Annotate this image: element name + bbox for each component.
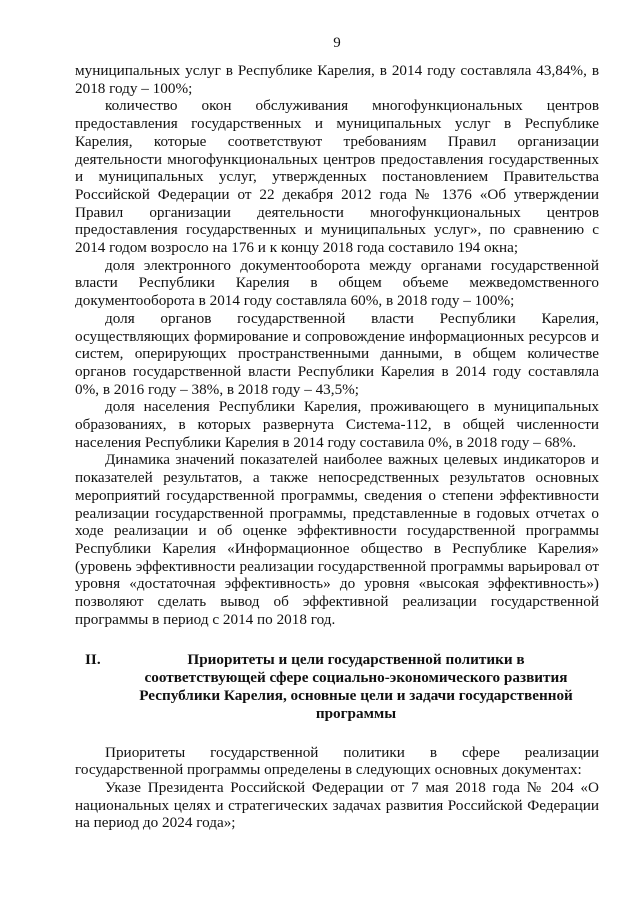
paragraph: муниципальных услуг в Республике Карелия, в 2014 году составляла 43,84%, в 2018 году – 100%; — [75, 62, 599, 97]
paragraph: количество окон обслуживания многофункциональных центров предоставления государственных и муниципальных услуг в Республике Карелия, которые соответствуют требованиям Правил организации деятельности многофункциональных центров предоставления государственных и муниципальных услуг, утвержденных постановлением Правительства Российской Федерации от 22 декабря 2012 года № 1376 «Об утверждении Правил организации деятельности многофункциональных центров предоставления государственных и муниципальных услуг», по сравнению с 2014 годом возросло на 176 и к концу 2018 года составило 194 окна; — [75, 97, 599, 257]
section-number: II. — [85, 650, 101, 668]
paragraphs-before — [75, 62, 599, 629]
section-heading — [75, 651, 599, 723]
paragraph: Динамика значений показателей наиболее важных целевых индикаторов и показателей результатов, а также непосредственных результатов основных мероприятий государственной программы, сведения о степени эффективности реализации государственной программы, представленные в годовых отчетах о ходе реализации и об оценке эффективности государственной программы Республики Карелия «Информационное общество в Республике Карелия» (уровень эффективности реализации государственной программы варьировал от уровня «достаточная эффективность» до уровня «высокая эффективность») позволяют сделать вывод об эффективной реализации государственной программы в период с 2014 по 2018 год. — [75, 451, 599, 628]
document-page — [75, 34, 599, 832]
paragraph: доля органов государственной власти Республики Карелия, осуществляющих формирование и сопровождение информационных ресурсов и систем, оперирующих пространственными данными, в общем количестве органов государственной власти Республики Карелия в 2014 году составляла 0%, в 2016 году – 38%, в 2018 году – 43,5%; — [75, 309, 599, 398]
paragraphs-after — [75, 744, 599, 833]
section-title: Приоритеты и цели государственной политики в соответствующей сфере социально-экономического развития Республики Карелия, основные цели и задачи государственной программы — [139, 650, 573, 722]
paragraph: доля электронного документооборота между органами государственной власти Республики Карелия в общем объеме межведомственного документооборота в 2014 году составляла 60%, в 2018 году – 100%; — [75, 256, 599, 310]
page-number: 9 — [333, 35, 341, 51]
paragraph: доля населения Республики Карелия, проживающего в муниципальных образованиях, в которых развернута Система-112, в общей численности населения Республики Карелия в 2014 году составила 0%, в 2018 году – 68%. — [75, 398, 599, 451]
paragraph: Приоритеты государственной политики в сфере реализации государственной программы определены в следующих основных документах: — [75, 743, 599, 779]
paragraph: Указе Президента Российской Федерации от 7 мая 2018 года № 204 «О национальных целях и стратегических задачах развития Российской Федерации на период до 2024 года»; — [75, 778, 599, 832]
